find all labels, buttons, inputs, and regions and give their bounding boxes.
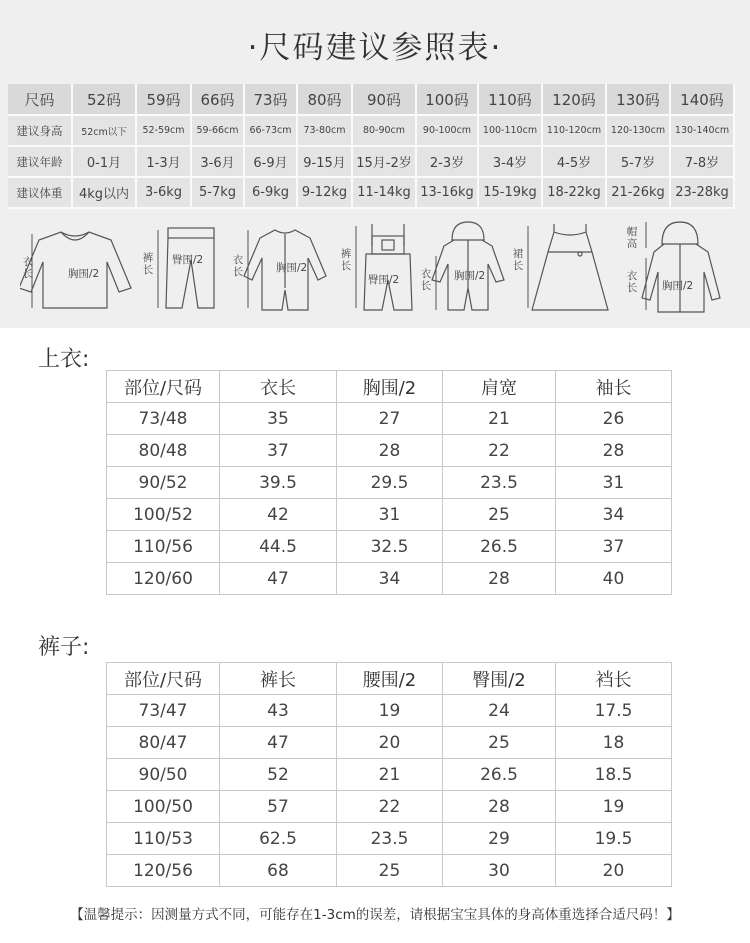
table-cell: 22 — [443, 435, 556, 467]
page-title: ·尺码建议参照表· — [247, 30, 503, 66]
length-label: 衣长 — [22, 256, 34, 280]
table-cell: 30 — [443, 855, 556, 887]
table-cell: 3-4岁 — [478, 146, 542, 177]
table-row — [107, 727, 672, 759]
table-cell: 47 — [220, 727, 337, 759]
table-cell: 130-140cm — [670, 115, 734, 146]
table-cell: 80/47 — [107, 727, 220, 759]
length-label: 裤长 — [340, 248, 352, 272]
table-cell: 1-3月 — [136, 146, 191, 177]
table-cell: 62.5 — [220, 823, 337, 855]
table-cell: 37 — [220, 435, 337, 467]
table-cell: 28 — [443, 791, 556, 823]
weight-row — [8, 177, 734, 208]
coat-icon — [624, 218, 734, 318]
table-header-cell: 臀围/2 — [443, 663, 556, 695]
table-row — [107, 403, 672, 435]
chest-label: 胸围/2 — [68, 268, 100, 280]
row-label: 建议体重 — [8, 177, 72, 208]
length-label: 衣长 — [232, 254, 244, 278]
table-cell: 52-59cm — [136, 115, 191, 146]
table-cell: 7-8岁 — [670, 146, 734, 177]
chest-label: 胸围/2 — [276, 262, 308, 274]
table-cell: 25 — [443, 727, 556, 759]
table-cell: 28 — [443, 563, 556, 595]
table-row — [107, 435, 672, 467]
table-cell: 23.5 — [443, 467, 556, 499]
table-cell: 20 — [556, 855, 672, 887]
table-cell: 18-22kg — [542, 177, 606, 208]
chest-label: 胸围/2 — [454, 270, 486, 282]
table-cell: 35 — [220, 403, 337, 435]
romper-illustration — [230, 218, 340, 318]
table-cell: 17.5 — [556, 695, 672, 727]
table-cell: 9-15月 — [297, 146, 352, 177]
table-cell: 31 — [337, 499, 443, 531]
table-cell: 80/48 — [107, 435, 220, 467]
table-row — [107, 499, 672, 531]
table-cell: 31 — [556, 467, 672, 499]
table-cell: 15-19kg — [478, 177, 542, 208]
dress-icon — [510, 218, 620, 318]
pants-measurement-table — [106, 662, 672, 887]
hip-label: 臀围/2 — [368, 274, 400, 286]
table-cell: 5-7kg — [191, 177, 244, 208]
table-cell: 6-9kg — [244, 177, 297, 208]
table-cell: 4-5岁 — [542, 146, 606, 177]
length-label: 衣长 — [420, 268, 432, 292]
table-cell: 26.5 — [443, 759, 556, 791]
table-row — [107, 759, 672, 791]
table-cell: 73/47 — [107, 695, 220, 727]
table-header-cell: 胸围/2 — [337, 371, 443, 403]
table-cell: 90/52 — [107, 467, 220, 499]
table-cell: 34 — [337, 563, 443, 595]
table-cell: 19 — [556, 791, 672, 823]
length-label: 衣长 — [626, 270, 638, 294]
table-cell: 120/56 — [107, 855, 220, 887]
table-header-cell: 140码 — [670, 84, 734, 115]
table-cell: 32.5 — [337, 531, 443, 563]
table-cell: 80-90cm — [352, 115, 416, 146]
table-row — [107, 467, 672, 499]
table-cell: 24 — [443, 695, 556, 727]
table-cell: 13-16kg — [416, 177, 478, 208]
table-cell: 47 — [220, 563, 337, 595]
length-label: 裤长 — [142, 252, 154, 276]
table-cell: 27 — [337, 403, 443, 435]
table-cell: 0-1月 — [72, 146, 136, 177]
table-cell: 23.5 — [337, 823, 443, 855]
table-cell: 22 — [337, 791, 443, 823]
table-header-cell: 裤长 — [220, 663, 337, 695]
table-header-cell: 130码 — [606, 84, 670, 115]
table-header-cell: 90码 — [352, 84, 416, 115]
table-cell: 23-28kg — [670, 177, 734, 208]
table-cell: 34 — [556, 499, 672, 531]
table-row — [107, 791, 672, 823]
table-header-cell: 59码 — [136, 84, 191, 115]
table-cell: 52cm以下 — [72, 115, 136, 146]
table-row — [107, 823, 672, 855]
table-header-row — [107, 663, 672, 695]
table-cell: 20 — [337, 727, 443, 759]
table-cell: 3-6kg — [136, 177, 191, 208]
table-cell: 100/50 — [107, 791, 220, 823]
table-cell: 25 — [443, 499, 556, 531]
table-cell: 21 — [443, 403, 556, 435]
table-cell: 2-3岁 — [416, 146, 478, 177]
table-cell: 120/60 — [107, 563, 220, 595]
measurement-note: 【温馨提示：因测量方式不同，可能存在1-3cm的误差，请根据宝宝具体的身高体重选择合适尺码！】 — [70, 907, 680, 923]
table-cell: 11-14kg — [352, 177, 416, 208]
table-cell: 28 — [556, 435, 672, 467]
table-header-cell: 部位/尺码 — [107, 371, 220, 403]
table-cell: 28 — [337, 435, 443, 467]
table-cell: 59-66cm — [191, 115, 244, 146]
table-cell: 44.5 — [220, 531, 337, 563]
table-cell: 90/50 — [107, 759, 220, 791]
table-cell: 3-6月 — [191, 146, 244, 177]
table-cell: 19 — [337, 695, 443, 727]
table-header-cell: 120码 — [542, 84, 606, 115]
hood-height-label: 帽高 — [626, 226, 638, 250]
shirt-illustration — [20, 218, 130, 318]
coat-illustration — [624, 218, 734, 318]
height-row — [8, 115, 734, 146]
table-cell: 21-26kg — [606, 177, 670, 208]
table-row — [107, 695, 672, 727]
table-cell: 100/52 — [107, 499, 220, 531]
tops-measurement-table — [106, 370, 672, 595]
table-cell: 90-100cm — [416, 115, 478, 146]
table-cell: 52 — [220, 759, 337, 791]
table-header-cell: 52码 — [72, 84, 136, 115]
row-label: 建议年龄 — [8, 146, 72, 177]
table-cell: 26 — [556, 403, 672, 435]
table-header-cell: 肩宽 — [443, 371, 556, 403]
chest-label: 胸围/2 — [662, 280, 694, 292]
table-cell: 73/48 — [107, 403, 220, 435]
table-cell: 110/56 — [107, 531, 220, 563]
table-header-cell: 袖长 — [556, 371, 672, 403]
size-header-row — [8, 84, 734, 115]
table-cell: 5-7岁 — [606, 146, 670, 177]
table-header-cell: 腰围/2 — [337, 663, 443, 695]
table-cell: 18 — [556, 727, 672, 759]
table-cell: 4kg以内 — [72, 177, 136, 208]
table-cell: 110-120cm — [542, 115, 606, 146]
size-recommendation-table — [8, 84, 735, 209]
table-header-cell: 裆长 — [556, 663, 672, 695]
table-cell: 110/53 — [107, 823, 220, 855]
table-cell: 15月-2岁 — [352, 146, 416, 177]
table-cell: 9-12kg — [297, 177, 352, 208]
pants-section-title: 裤子: — [38, 635, 90, 660]
table-cell: 43 — [220, 695, 337, 727]
table-header-cell: 66码 — [191, 84, 244, 115]
table-header-cell: 部位/尺码 — [107, 663, 220, 695]
age-row — [8, 146, 734, 177]
hip-label: 臀围/2 — [172, 254, 204, 266]
table-row — [107, 563, 672, 595]
table-header-cell: 110码 — [478, 84, 542, 115]
table-cell: 66-73cm — [244, 115, 297, 146]
table-header-row — [107, 371, 672, 403]
table-cell: 68 — [220, 855, 337, 887]
table-cell: 21 — [337, 759, 443, 791]
table-cell: 37 — [556, 531, 672, 563]
row-label: 建议身高 — [8, 115, 72, 146]
table-cell: 25 — [337, 855, 443, 887]
table-cell: 39.5 — [220, 467, 337, 499]
table-cell: 57 — [220, 791, 337, 823]
table-cell: 19.5 — [556, 823, 672, 855]
length-label: 裙长 — [512, 248, 524, 272]
table-header-cell: 衣长 — [220, 371, 337, 403]
table-cell: 18.5 — [556, 759, 672, 791]
table-cell: 26.5 — [443, 531, 556, 563]
table-cell: 100-110cm — [478, 115, 542, 146]
table-row — [107, 855, 672, 887]
table-cell: 29 — [443, 823, 556, 855]
table-cell: 73-80cm — [297, 115, 352, 146]
table-header-cell: 100码 — [416, 84, 478, 115]
table-cell: 40 — [556, 563, 672, 595]
dress-illustration — [510, 218, 620, 318]
table-row — [107, 531, 672, 563]
table-cell: 6-9月 — [244, 146, 297, 177]
table-header-cell: 80码 — [297, 84, 352, 115]
table-header-cell: 尺码 — [8, 84, 72, 115]
table-header-cell: 73码 — [244, 84, 297, 115]
tops-section-title: 上衣: — [38, 347, 90, 372]
table-cell: 42 — [220, 499, 337, 531]
table-cell: 29.5 — [337, 467, 443, 499]
table-cell: 120-130cm — [606, 115, 670, 146]
